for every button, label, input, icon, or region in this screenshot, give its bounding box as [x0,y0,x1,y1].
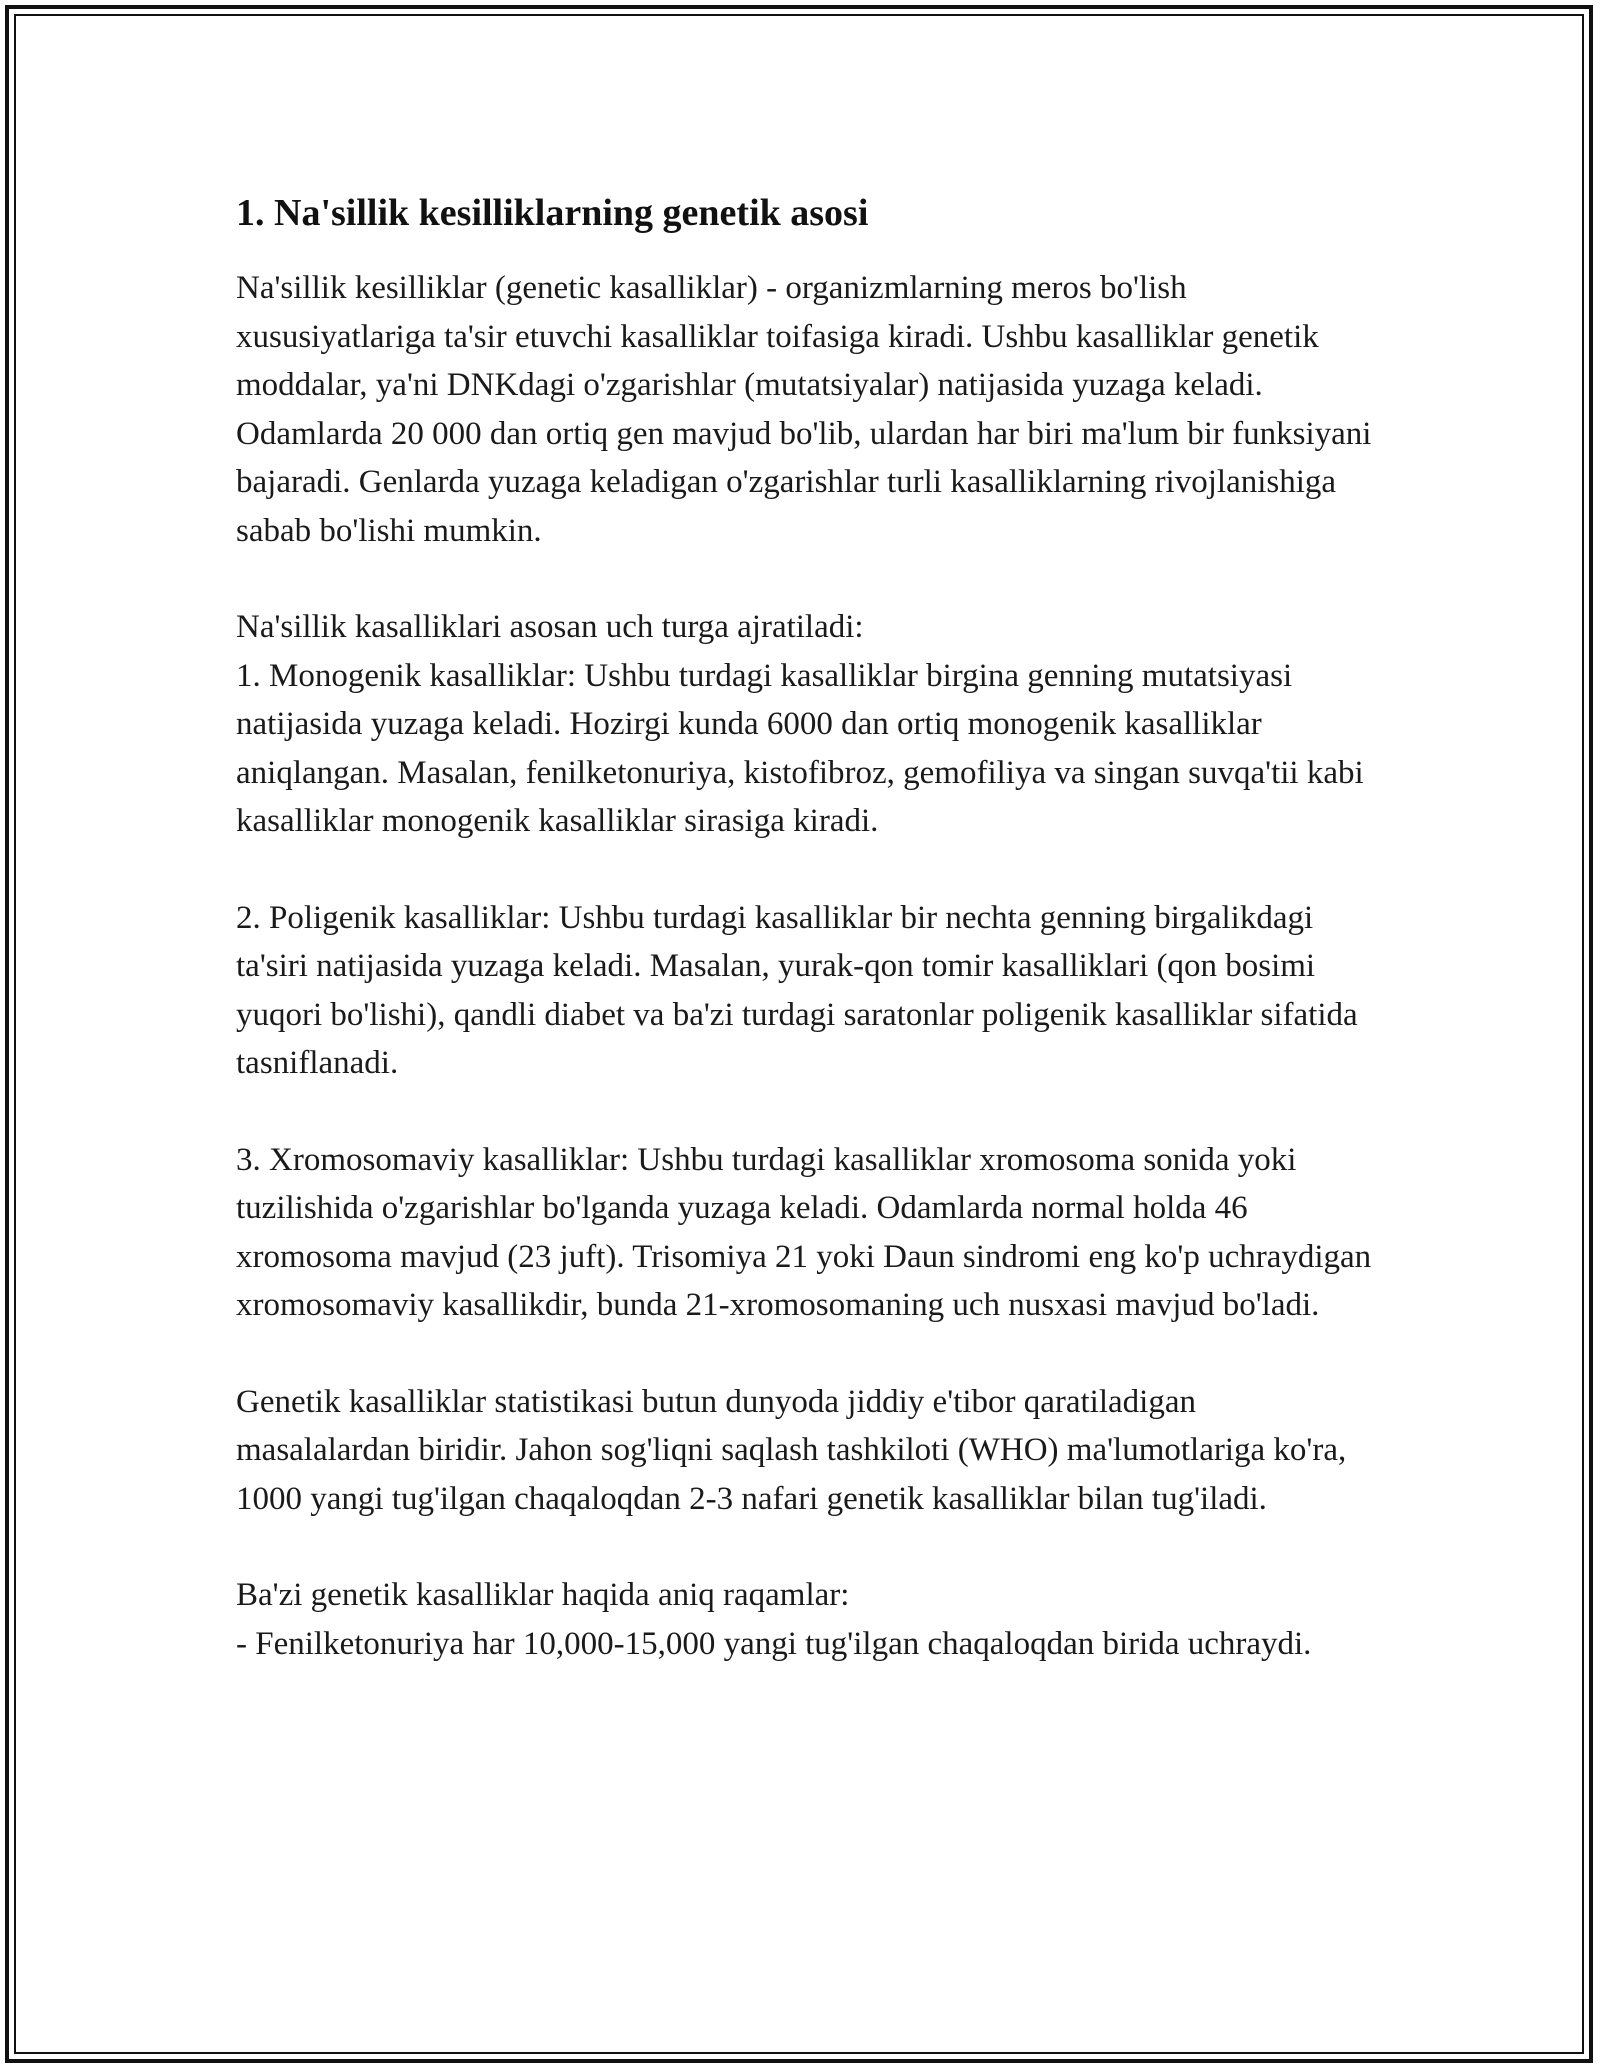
types-intro-line: Na'sillik kasalliklari asosan uch turga ajratiladi: [236,609,864,645]
fact-item: - Fenilketonuriya har 10,000-15,000 yangi tug'ilgan chaqaloqdan birida uchraydi. [236,1625,1312,1662]
section-heading: 1. Na'sillik kesilliklarning genetik asosi [236,192,869,234]
facts-intro-line: Ba'zi genetik kasalliklar haqida aniq raqamlar: [236,1577,850,1613]
chromosomal-paragraph: 3. Xromosomaviy kasalliklar: Ushbu turdagi kasalliklar xromosoma sonida yoki tuzilishida o'zgarishlar bo'lganda yuzaga keladi. Odamlarda normal holda 46 xromosoma mavjud (23 juft). Trisomiya 21 yoki Daun sindromi eng ko'p uchraydigan xromosomaviy kasallikdir, bunda 21-xromosomaning uch nusxasi mavjud bo'ladi. [236,1141,1372,1323]
statistics-paragraph: Genetik kasalliklar statistikasi butun dunyoda jiddiy e'tibor qaratiladigan masalalardan biridir. Jahon sog'liqni saqlash tashkiloti (WHO) ma'lumotlariga ko'ra, 1000 yangi tug'ilgan chaqaloqdan 2-3 nafari genetik kasalliklar bilan tug'iladi. [236,1383,1347,1517]
intro-paragraph: Na'sillik kesilliklar (genetic kasalliklar) - organizmlarning meros bo'lish xususiyatlariga ta'sir etuvchi kasalliklar toifasiga kiradi. Ushbu kasalliklar genetik moddalar, ya'ni DNKdagi o'zgarishlar (mutatsiyalar) natijasida yuzaga keladi. Odamlarda 20 000 dan ortiq gen mavjud bo'lib, ulardan har biri ma'lum bir funksiyani bajaradi. Genlarda yuzaga keladigan o'zgarishlar turli kasalliklarning rivojlanishiga sabab bo'lishi mumkin. [236,270,1372,549]
document-body [236,188,1376,1716]
monogenic-paragraph: 1. Monogenik kasalliklar: Ushbu turdagi kasalliklar birgina genning mutatsiyasi natijasida yuzaga keladi. Hozirgi kunda 6000 dan ortiq monogenik kasalliklar aniqlangan. Masalan, fenilketonuriya, kistofibroz, gemofiliya va singan suvqa'tii kabi kasalliklar monogenik kasalliklar sirasiga kiradi. [236,657,1364,839]
polygenic-paragraph: 2. Poligenik kasalliklar: Ushbu turdagi kasalliklar bir nechta genning birgalikdagi ta'siri natijasida yuzaga keladi. Masalan, yurak-qon tomir kasalliklari (qon bosimi yuqori bo'lishi), qandli diabet va ba'zi turdagi saratonlar poligenik kasalliklar sifatida tasniflanadi. [236,899,1358,1081]
